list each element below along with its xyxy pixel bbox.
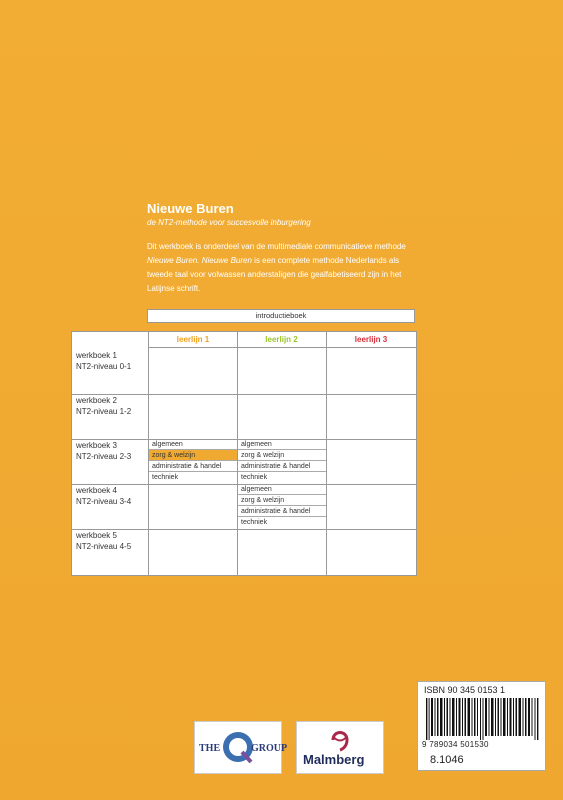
column-header-2: leerlijn 2 [265, 335, 298, 344]
cell-r4c2-item-3: administratie & handel [238, 506, 326, 517]
barcode-icon [426, 698, 539, 740]
row-label-5 [76, 530, 131, 552]
q-group-text-right: GROUP [251, 743, 288, 754]
cell-r3c1-item-4: techniek [152, 474, 179, 481]
row-level-4: NT2-niveau 3-4 [76, 497, 132, 506]
row-level-2: NT2-niveau 1-2 [76, 407, 132, 416]
row-level-3: NT2-niveau 2-3 [76, 452, 132, 461]
row-label-4 [76, 485, 131, 507]
cell-r3c2-item-4: techniek [241, 474, 268, 481]
desc-line-4: Latijnse schrift. [147, 284, 201, 293]
cell-r3c1-item-3: administratie & handel [149, 461, 237, 472]
desc-line-2-italic: Nieuwe Buren. Nieuwe Buren [147, 256, 252, 265]
cell-r4c2-item-4: techniek [241, 519, 268, 526]
row-label-3 [76, 440, 131, 462]
row-book-3: werkboek 3 [76, 441, 117, 450]
row-label-1 [76, 350, 131, 372]
cell-r4c2-item-1: algemeen [238, 484, 326, 495]
cell-r3c1-item-1: algemeen [149, 439, 237, 450]
desc-line-2-rest: is een complete methode Nederlands als [251, 256, 400, 265]
row-book-4: werkboek 4 [76, 486, 117, 495]
col-divider-2 [326, 332, 327, 575]
intro-book-box: introductieboek [147, 309, 415, 323]
book-title: Nieuwe Buren [147, 201, 234, 216]
row-label-2 [76, 395, 131, 417]
cell-r3c1-item-2: zorg & welzijn [149, 450, 237, 461]
desc-line-1: Dit werkboek is onderdeel van de multimediale communicatieve methode [147, 242, 406, 251]
q-group-text-left: THE [199, 743, 221, 754]
curriculum-table [71, 331, 417, 576]
row-level-1: NT2-niveau 0-1 [76, 362, 132, 371]
desc-line-3: tweede taal voor volwassen anderstaligen die gealfabetiseerd zijn in het [147, 270, 402, 279]
row-book-1: werkboek 1 [76, 351, 117, 360]
isbn-text: ISBN 90 345 0153 1 [424, 685, 506, 695]
cell-r3c2-item-2: zorg & welzijn [238, 450, 326, 461]
ean-number: 9 789034 501530 [422, 740, 489, 749]
column-header-1: leerlijn 1 [176, 335, 210, 344]
header-divider [149, 347, 416, 348]
row-book-2: werkboek 2 [76, 396, 117, 405]
malmberg-logo [296, 721, 384, 774]
desc-line-2 [147, 254, 437, 268]
row-book-5: werkboek 5 [76, 531, 117, 540]
cell-r3c2-item-1: algemeen [238, 439, 326, 450]
book-subtitle: de NT2-methode voor succesvolle inburgering [147, 218, 311, 227]
cell-r3c2-item-3: administratie & handel [238, 461, 326, 472]
product-code: 8.1046 [430, 754, 464, 766]
column-header-3: leerlijn 3 [354, 335, 388, 344]
cell-r4c2-item-2: zorg & welzijn [238, 495, 326, 506]
barcode-block [417, 681, 546, 771]
row-level-5: NT2-niveau 4-5 [76, 542, 132, 551]
malmberg-text: Malmberg [303, 752, 365, 767]
the-q-group-logo [194, 721, 288, 774]
book-description [147, 240, 437, 296]
